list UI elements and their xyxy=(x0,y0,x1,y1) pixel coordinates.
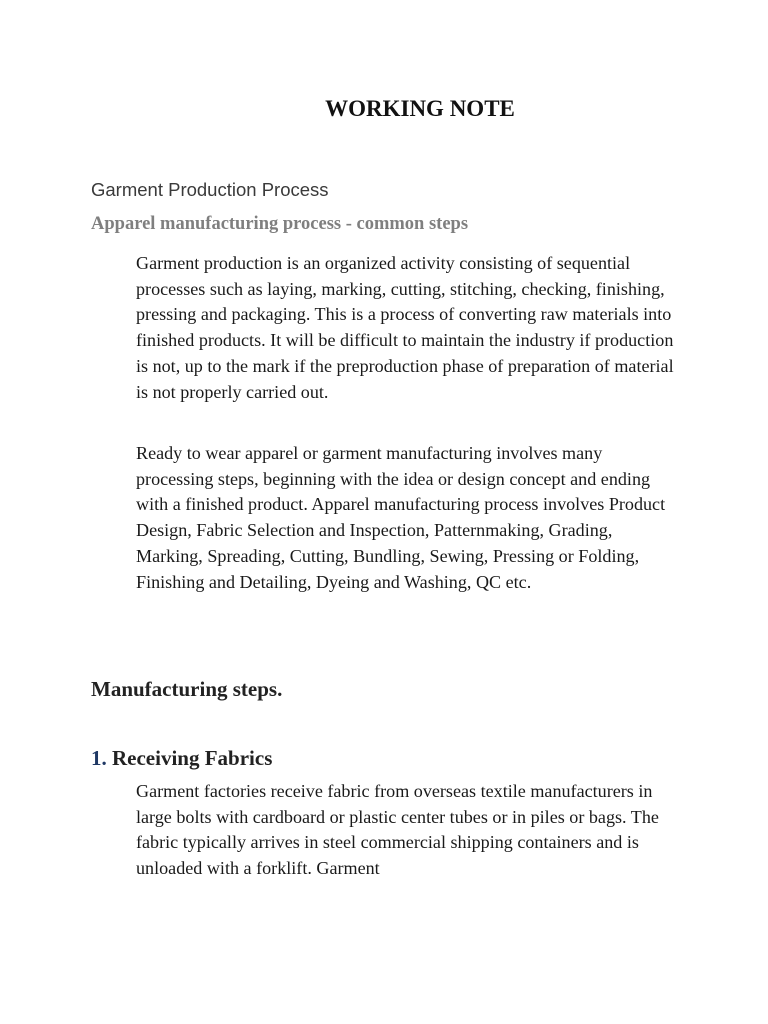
step-number: 1. xyxy=(91,746,107,770)
intro-paragraph: Garment production is an organized activity consisting of sequential processes such as laying, marking, cutting, stitching, checking, finishing, pressing and packaging. This is a process of converting raw materials into finished products. It will be difficult to maintain the industry if production is not, up to the mark if the preproduction phase of preparation of material is not properly carried out. xyxy=(136,253,674,402)
document-title: WORKING NOTE xyxy=(325,96,515,121)
step-title: Receiving Fabrics xyxy=(112,746,273,770)
section-subtitle: Apparel manufacturing process - common steps xyxy=(91,214,469,234)
step-heading xyxy=(91,744,272,772)
process-paragraph: Ready to wear apparel or garment manufacturing involves many processing steps, beginning with the idea or design concept and ending with a finished product. Apparel manufacturing process involves Product Design, Fabric Selection and Inspection, Patternmaking, Grading, Marking, Spreading, Cutting, Bundling, Sewing, Pressing or Folding, Finishing and Detailing, Dyeing and Washing, QC etc. xyxy=(136,443,666,592)
section-title: Garment Production Process xyxy=(91,179,329,200)
step-paragraph: Garment factories receive fabric from overseas textile manufacturers in large bolts with cardboard or plastic center tubes or in piles or bags. The fabric typically arrives in steel commercial shipping containers and is unloaded with a forklift. Garment xyxy=(136,781,659,879)
manufacturing-heading: Manufacturing steps. xyxy=(91,677,283,701)
